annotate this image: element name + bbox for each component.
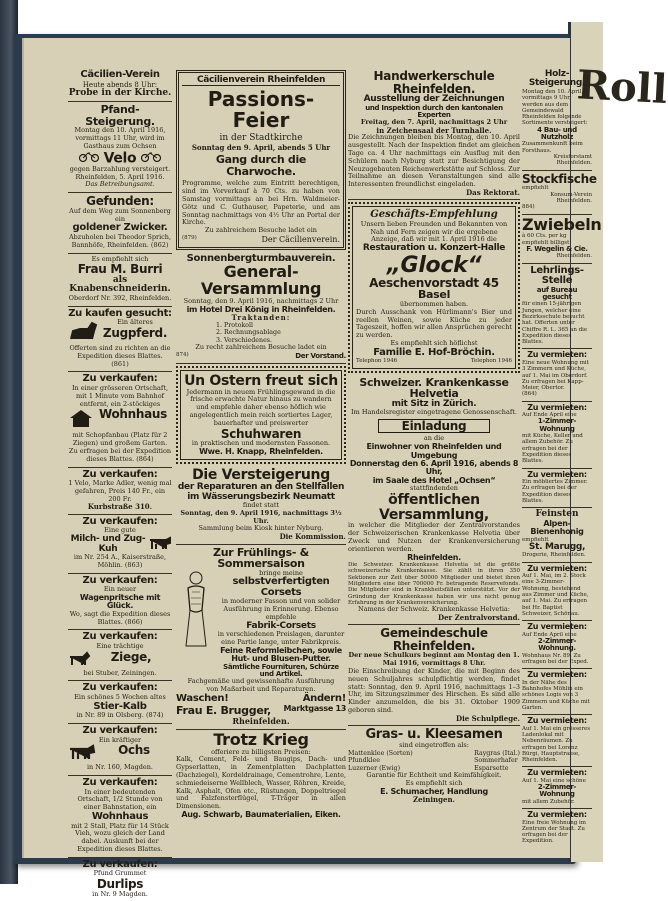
ad-title: Zu verkaufen:	[82, 468, 158, 480]
ad-vermieten-8: Zu vermieten: Auf 1. Mai eine schöne 2-Zimmer-Wohnung mit allem Zubehör.	[522, 767, 592, 809]
ad-title: Stockfische	[522, 171, 597, 186]
ad-title: Lehrlings-Stelle	[530, 264, 584, 287]
ad-ziege: Zu verkaufen: Eine trächtige Ziege, bei Stuber, Zeiningen.	[68, 630, 172, 681]
ad-restaurant-glock: Geschäfts-Empfehlung Unsern lieben Freunden und Bekannten von Nah und Fern zeigen wir die ergebene Anzeige, daß wir mit 1. April 1916 die Restauration u. Konzert-Halle „Glock“ Aeschenvorstadt 45 Basel übernommen haben. Durch Ausschank von Hürlimann's Bier und reellen Weinen, sowie Küche zu jeder Tageszeit, hoffen wir allen Ansprüchen gerecht zu werden. Es empfiehlt sich höflichst Familie E. Hof-Bröchin. Telephon 1946 Telephon 1946	[348, 202, 520, 372]
ad-title: Gemeindeschule Rheinfelden.	[380, 626, 488, 653]
ad-vermieten-2: Zu vermieten: Auf Ende April eine 1-Zimmer-Wohnung mit Küche, Keller und allem Zubehör. Zu erfragen bei der Expedition dieses Blattes.	[522, 402, 592, 469]
ad-title: Zu vermieten:	[527, 563, 587, 573]
ad-trotz-krieg: Trotz Krieg offeriere zu billigsten Preisen: Kalk, Cement, Feld- und Baugips, Dach- und Gypserlatten, in Zementplatten Dachplatten (Dachziegel), Kordeldrainage, Cementrohre, Lente, schmiedeiserne Wellblech, Wasser, Röhren, Kreide, Kalk, Asphalt, Ofen etc., Rüstungen, Doppeltriegel und Falzfensterflügel, T-Träger in allen Dimensionen. Aug. Schwarb, Baumaterialien, Eiken.	[176, 729, 346, 819]
column-2	[176, 68, 346, 822]
ad-gras-kleesamen: Gras- u. Kleesamen sind eingetroffen als: Mattenklee (Sorten) Pfundklee Luzerner (Ewig) Raygras (Ital.) Sommerhafer Esparsette Garantie für Echtheit und Keimfähigkeit. Es empfiehlt sich E. Schumacher, Handlung Zeiningen.	[348, 727, 520, 805]
house-icon	[68, 408, 94, 432]
ad-gefunden: Gefunden: Auf dem Weg zum Sonnenberg ein goldener Zwicker. Abzuholen bei Theodor Sprich, Bannhöfe, Rheinfelden. (862)	[68, 193, 172, 253]
ad-title: Zu verkaufen:	[82, 373, 158, 385]
ad-holz-steigerung: Holz-Steigerung. Montag den 10. April, vormittags 9 Uhr, werden aus dem Gemeindewald Rheinfelden folgende Sortimente versteigert: 4 Bau- und Nutzholz Zusammenkunft beim Forsthaus. Kreisforstamt Rheinfelden.	[522, 68, 592, 171]
ad-title: Alpen-Bienenhonig	[530, 518, 584, 537]
ad-title: Zu vermieten:	[527, 350, 587, 360]
ad-gemeindeschule: Gemeindeschule Rheinfelden. Der neue Schulkurs beginnt am Montag den 1. Mai 1916, vormittags 8 Uhr. Die Einschreibung der Kinder, die mit Beginn des neuen Schuljahres schulpflichtig werden, findet statt: Sonntag, den 9. April 1916, nachmittags 1–3 Uhr, im Sitzungszimmer des Hirschen. Es sind alle Kinder anzumelden, die bis 31. Oktober 1909 geboren sind. Die Schulpflege.	[348, 625, 520, 726]
ad-stockfische: Stockfische empfiehlt Konsum-Verein Rheinfelden. 884)	[522, 171, 592, 215]
ad-title: Zwiebeln	[522, 214, 602, 234]
ad-vermieten-7: Zu vermieten: Auf 1. Mai ein grösseres Ladenlokal mit Nebenräumen. Zu erfragen bei Lorenz Bürgi, Hauptstrasse, Rheinfelden.	[522, 715, 592, 767]
ad-vermieten-9: Zu vermieten: Eine freie Wohnung im Zentrum der Stadt. Zu erfragen bei der Expedition.	[522, 809, 592, 848]
ad-title: Cäcilien-Verein	[80, 69, 160, 80]
ad-item: Velo	[103, 150, 137, 167]
ad-title: Zu verkaufen:	[82, 725, 158, 737]
ad-title: Zu verkaufen:	[82, 515, 158, 527]
ad-vermieten-3: Zu vermieten: Ein möbliertes Zimmer. Zu erfragen bei der Expedition dieses Blattes.	[522, 469, 592, 509]
ad-corsets: Zur Frühlings- & Sommersaison bringe meine selbstverfertigten Corsets in moderner Fasson und von solider Ausführung in Erinnerung. Ebenso empfehle Fabrik-Corsets in verschiedenen Preislagen, darunter eine Partie lange, unter Fabrikpreis. Feine Reformleibchen, sowie Hut- und Blusen-Putter. Sämtliche Fournituren, Schürze und Artikel. Fachgemäße und gewissenhafte Ausführung von Maßarbeit und Reparaturen. Waschen! Ändern! Frau E. Brugger, Marktgasse 13 Rheinfelden.	[176, 545, 346, 730]
ad-vermieten-4: Zu vermieten: Auf 1. Mai, im 2. Stock eine 3-Zimmer-Wohnung, bestehend aus Zimmer und Küche, auf 1. Mai. Zu erfragen bei Hr. Baptist Schweizer, Schönau.	[522, 563, 592, 622]
ad-durlips: Zu verkaufen: Pfund Grummet Durlips in Nr. 9 Magden.	[68, 858, 172, 901]
ad-title: Zu verkaufen:	[82, 682, 158, 694]
ad-sonnenberg-generalversammlung: Sonnenbergturmbauverein. General-Versammlung Sonntag, den 9. April 1916, nachmittags 2 Uhr im Hotel Drei König in Rheinfelden. Traktanden: 1. Protokoll 2. Rechnungsablage 3. Verschiedenes. Zu recht zahlreichem Besuche ladet ein 874) Der Vorstand.	[176, 252, 346, 364]
ad-title: Zur Frühlings- & Sommersaison	[213, 545, 309, 571]
ad-versteigerung-neumatt: Die Versteigerung der Reparaturen an den Stellfallen im Wässerungsbezirk Neumatt findet statt Sonntag, den 9. April 1916, nachmittags 3½ Uhr. Sammlung beim Kiosk hinter Nyburg. Die Kommission.	[176, 466, 346, 544]
ad-stierkalb: Zu verkaufen: Ein schönes 5 Wochen altes Stier-Kalb in Nr. 89 in Olsberg. (874)	[68, 681, 172, 724]
ad-title: Zu vermieten:	[527, 768, 587, 778]
ad-title: Zu verkaufen:	[82, 631, 158, 643]
ad-title: Gefunden:	[86, 194, 154, 209]
bicycle-icon	[141, 151, 161, 166]
ad-wohnhaus-2: Zu verkaufen: In einer bedeutenden Ortschaft, 1/2 Stunde von einer Bahnstation, ein Wohnhaus mit 2 Stall, Platz für 14 Stück Vieh, wozu gleich der Land dabei. Auskunft bei der Expedition dieses Blattes.	[68, 776, 172, 858]
ad-vermieten-6: Zu vermieten: In der Nähe des Bahnhofes Möhlin ein schönes Logis von 3 Zimmern und Küche mit Garten.	[522, 669, 592, 715]
ad-wohnhaus: Zu verkaufen: In einer grösseren Ortschaft, mit 1 Minute vom Bahnhof entfernt, ein 2-stöckiges Wohnhaus mit Schopfanbau (Platz für 2 Ziegen) und großem Garten. Zu erfragen bei der Expedition dieses Blattes. (864)	[68, 372, 172, 467]
ad-title: Zu vermieten:	[527, 670, 587, 680]
ad-lehrlings-stelle: Lehrlings-Stelle auf Bureau gesucht für einen 15-jährigen Jungen, welcher eine Bezirksschule besucht hat. Offerten unter Chiffre R. L. 365 an die Expedition dieses Blattes.	[522, 264, 592, 350]
ad-title: Zu verkaufen:	[82, 777, 158, 789]
ad-zwiebeln: Zwiebeln à 60 Cts. per kg empfiehlt billigst F. Wegelin & Cie. Rheinfelden.	[522, 215, 592, 264]
next-page-headline: Roll	[575, 61, 668, 114]
column-1	[68, 68, 172, 901]
ad-title: Zu verkaufen:	[82, 574, 158, 586]
ad-alpen-bienenhonig: Feinsten Alpen-Bienenhonig empfiehlt St. Marugg, Drogerie, Rheinfelden.	[522, 508, 592, 562]
ad-vermieten-1: Zu vermieten: Eine neue Wohnung mit 3 Zimmern und Küche, auf 1. Mai im Oberdorf. Zu erfragen bei Kapp-Meier, Obertor. (864)	[522, 349, 592, 401]
horse-icon	[68, 319, 98, 345]
ad-krankenkasse-helvetia: Schweizer. Krankenkasse Helvetia mit Sitz in Zürich. Im Handelsregister eingetragene Genossenschaft. Einladung an die Einwohner von Rheinfelden und Umgebung Donnerstag den 6. April 1916, abends 8 Uhr, im Saale des Hotel „Ochsen“ stattfindenden öffentlichen Versammlung, in welcher die Mitglieder der Zentralvorstandes der Schweizerischen Krankenkasse Helvetia über Zweck und Nutzen der Krankenversicherung orientieren werden. Rheinfelden. Die Schweizer. Krankenkasse Helvetia ist die größte schweizerische Krankenkasse. Sie zählt in ihren 350 Sektionen zur Zeit über 50000 Mitglieder und bietet ihren Mitgliedern eine über 700000 Fr. betragende Reservefonds. Die Mitglieder sind in Krankheitsfällen unterstützt. Vor der Gründung der Krankenkasse haben wir uns nicht genug Erfahrung in der Krankenversicherung. Namens der Schweiz. Krankenkasse Helvetia: Der Zentralvorstand.	[348, 375, 520, 626]
corset-figure-illustration	[176, 570, 216, 679]
column-4	[522, 68, 602, 848]
ad-ostern-schuhwaren: Un Ostern freut sich Jedermann in neuem Frühlingsgewand in die frische erwachte Natur hinaus zu wandern und empfehle daher ebenso höflich wie angelegentlich mein reich sortiertes Lager, bauerhafter und preiswerter Schuhwaren in praktischen und modernsten Fassonen. Wwe. H. Knapp, Rheinfelden.	[176, 366, 346, 464]
ad-title: Die Versteigerung	[192, 467, 330, 484]
ad-frau-burri: Es empfiehlt sich Frau M. Burri als Knabenschneiderin. Oberdorf Nr. 392, Rheinfelden.	[68, 254, 172, 307]
ad-passions-feier: Cäcilienverein Rheinfelden Passions-Feier in der Stadtkirche Sonntag den 9. April, abends 5 Uhr Gang durch die Charwoche. Programme, welche zum Eintritt berechtigen, sind im Vorverkauf à 70 Cts. zu haben von Samstag vormittags an bei Hrn. Waldmeier-Götz und C. Guthauser, Papeterie, und am Sonntag nachmittags von 4½ Uhr an Portal der Kirche. Zu zahlreichem Besuche ladet ein (879) Der Cäcilienverein.	[176, 70, 346, 250]
ad-title: Pfand-Steigerung.	[85, 103, 155, 128]
ad-milchkuh: Zu verkaufen: Eine gute Milch- und Zug-Kuh im Nr. 254 A., Kaiserstraße, Möhlin. (863)	[68, 515, 172, 574]
ad-title: Gras- u. Kleesamen	[365, 727, 503, 743]
ad-title: Zu vermieten:	[527, 622, 587, 632]
cow-icon	[148, 535, 172, 554]
ad-title: Schweizer. Krankenkasse Helvetia	[359, 375, 509, 401]
ad-title: Zu kaufen gesucht:	[68, 307, 172, 319]
ad-vermieten-5: Zu vermieten: Auf Ende April eine 2-Zimmer-Wohnung. Wohnhaus Nr. 89. Zu erfragen bei der Exped.	[522, 621, 592, 669]
ad-title: Holz-Steigerung.	[528, 69, 586, 89]
bicycle-icon	[79, 151, 99, 166]
ad-ochs: Zu verkaufen: Ein kräftiger Ochs in Nr. 160, Magden.	[68, 724, 172, 776]
ad-caecilien-verein: Cäcilien-Verein Heute abends 8 Uhr: Probe in der Kirche.	[68, 68, 172, 102]
ad-title: Geschäfts-Empfehlung	[370, 209, 498, 221]
ad-pfand-steigerung: Pfand-Steigerung. Montag den 10. April 1916, vormittags 11 Uhr, wird im Gasthaus zum Ochsen Velo gegen Barzahlung versteigert. Rheinfelden, 5. April 1916. Das Betreibungsamt.	[68, 102, 172, 193]
ad-title: Zu vermieten:	[527, 469, 587, 479]
column-3	[348, 68, 520, 807]
goat-icon	[68, 651, 90, 670]
ad-title: Trotz Krieg	[213, 729, 309, 749]
ad-title: Zu verkaufen:	[82, 858, 158, 870]
ad-title: Handwerkerschule Rheinfelden.	[373, 69, 495, 96]
newspaper-page	[22, 38, 602, 898]
ad-title: Passions-Feier	[207, 87, 315, 133]
ad-zugpferd: Zu kaufen gesucht: Ein älteres Zugpferd. Offerten sind zu richten an die Expedition dieses Blattes. (861)	[68, 307, 172, 373]
ad-title: Zu vermieten:	[527, 716, 587, 726]
ad-velos: Zu verkaufen: 1 Velo, Marke Adler, wenig mal gefahren, Preis 140 Fr., ein 200 Fr. Kurbstraße 310.	[68, 468, 172, 515]
ox-icon	[68, 744, 96, 764]
ad-title: Un Ostern freut sich	[184, 372, 338, 389]
ad-title: General-Versammlung	[200, 262, 322, 299]
ad-handwerkerschule: Handwerkerschule Rheinfelden. Ausstellung der Zeichnungen und Inspektion durch den kantonalen Experten Freitag, den 7. April, nachmittags 2 Uhr in Zeichensaal der Turnhalle. Die Zeichnungen bleiben bis Montag, den 10. April ausgestellt. Nach der Inspektion findet am gleichen Tage ca. 4 Uhr nachmittags ein Ausflug mit den Schülern nach Nyburg statt zur Besichtigung der Neuzugebauten Reichenwerkstätte auf Schloss. Zur Teilnahme an diesen Veranstaltungen sind alle Interessenten freundlichst eingeladen. Das Rektorat.	[348, 68, 520, 200]
ad-title: Zu vermieten:	[527, 402, 587, 412]
ad-wagenpritsche: Zu verkaufen: Ein neuer Wagenpritsche mit Glück. Wo, sagt die Expedition dieses Blattes. (866)	[68, 574, 172, 631]
ad-title: Zu vermieten:	[527, 810, 587, 820]
